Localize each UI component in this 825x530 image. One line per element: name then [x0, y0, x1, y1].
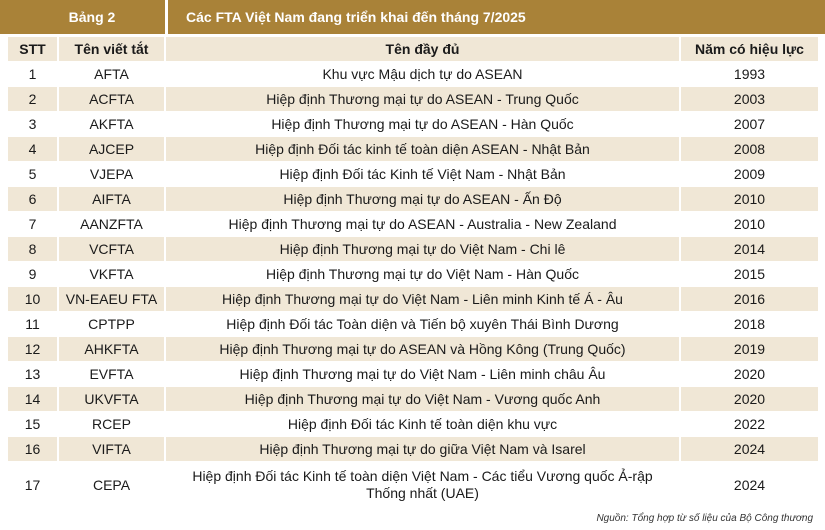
table-row — [8, 311, 818, 336]
cell-year: 2003 — [681, 86, 818, 111]
cell-short-name: UKVFTA — [59, 386, 166, 411]
cell-stt: 2 — [8, 86, 59, 111]
cell-year: 2019 — [681, 336, 818, 361]
table-title: Các FTA Việt Nam đang triển khai đến tháng 7/2025 — [186, 9, 526, 25]
cell-full-name: Hiệp định Đối tác Toàn diện và Tiến bộ xuyên Thái Bình Dương — [166, 311, 681, 336]
cell-year: 2016 — [681, 286, 818, 311]
table-row — [8, 411, 818, 436]
cell-short-name: CEPA — [59, 461, 166, 508]
cell-year: 2010 — [681, 211, 818, 236]
table-row — [8, 211, 818, 236]
cell-full-name: Hiệp định Thương mại tự do ASEAN - Hàn Quốc — [166, 111, 681, 136]
cell-year: 2008 — [681, 136, 818, 161]
cell-full-name: Hiệp định Thương mại tự do ASEAN - Trung Quốc — [166, 86, 681, 111]
cell-full-name: Khu vực Mậu dịch tự do ASEAN — [166, 61, 681, 86]
cell-stt: 7 — [8, 211, 59, 236]
table-header-row — [8, 37, 818, 61]
cell-stt: 9 — [8, 261, 59, 286]
cell-short-name: AFTA — [59, 61, 166, 86]
cell-full-name: Hiệp định Thương mại tự do ASEAN và Hồng Kông (Trung Quốc) — [166, 336, 681, 361]
cell-short-name: AKFTA — [59, 111, 166, 136]
table-label: Bảng 2 — [68, 9, 116, 25]
table-title-bar — [0, 0, 825, 35]
table-row — [8, 436, 818, 461]
table-row — [8, 61, 818, 86]
cell-full-name: Hiệp định Thương mại tự do Việt Nam - Vương quốc Anh — [166, 386, 681, 411]
cell-short-name: AANZFTA — [59, 211, 166, 236]
cell-short-name: RCEP — [59, 411, 166, 436]
table-row — [8, 286, 818, 311]
cell-year: 2024 — [681, 436, 818, 461]
table-row — [8, 111, 818, 136]
cell-year: 2018 — [681, 311, 818, 336]
cell-year: 2014 — [681, 236, 818, 261]
cell-year: 2020 — [681, 386, 818, 411]
cell-stt: 12 — [8, 336, 59, 361]
cell-stt: 4 — [8, 136, 59, 161]
table-row — [8, 336, 818, 361]
cell-full-name: Hiệp định Thương mại tự do giữa Việt Nam và Isarel — [166, 436, 681, 461]
cell-short-name: CPTPP — [59, 311, 166, 336]
cell-short-name: AJCEP — [59, 136, 166, 161]
cell-short-name: VN-EAEU FTA — [59, 286, 166, 311]
table-row — [8, 161, 818, 186]
cell-stt: 11 — [8, 311, 59, 336]
fta-table — [8, 37, 818, 508]
cell-stt: 15 — [8, 411, 59, 436]
table-row — [8, 236, 818, 261]
table-row — [8, 386, 818, 411]
cell-stt: 14 — [8, 386, 59, 411]
cell-full-name: Hiệp định Thương mại tự do Việt Nam - Liên minh Kinh tế Á - Âu — [166, 286, 681, 311]
cell-short-name: VIFTA — [59, 436, 166, 461]
source-note: Nguồn: Tổng hợp từ số liệu của Bộ Công thương — [596, 513, 813, 524]
cell-year: 2009 — [681, 161, 818, 186]
cell-stt: 5 — [8, 161, 59, 186]
cell-stt: 10 — [8, 286, 59, 311]
cell-full-name: Hiệp định Đối tác Kinh tế Việt Nam - Nhật Bản — [166, 161, 681, 186]
table-row — [8, 136, 818, 161]
cell-full-name: Hiệp định Thương mại tự do Việt Nam - Liên minh châu Âu — [166, 361, 681, 386]
cell-stt: 17 — [8, 461, 59, 508]
column-header-short-name: Tên viết tắt — [59, 37, 166, 61]
cell-year: 2007 — [681, 111, 818, 136]
table-body — [8, 61, 818, 508]
column-header-year: Năm có hiệu lực — [681, 37, 818, 61]
cell-short-name: VCFTA — [59, 236, 166, 261]
cell-year: 2022 — [681, 411, 818, 436]
cell-short-name: EVFTA — [59, 361, 166, 386]
cell-full-name: Hiệp định Thương mại tự do Việt Nam - Chi lê — [166, 236, 681, 261]
cell-stt: 16 — [8, 436, 59, 461]
cell-full-name: Hiệp định Thương mại tự do ASEAN - Australia - New Zealand — [166, 211, 681, 236]
cell-short-name: VJEPA — [59, 161, 166, 186]
column-header-full-name: Tên đầy đủ — [166, 37, 681, 61]
cell-full-name: Hiệp định Đối tác Kinh tế toàn diện Việt Nam - Các tiểu Vương quốc Ả-rập Thống nhất (UAE) — [166, 461, 681, 508]
cell-stt: 6 — [8, 186, 59, 211]
cell-full-name: Hiệp định Đối tác kinh tế toàn diện ASEAN - Nhật Bản — [166, 136, 681, 161]
table-row — [8, 461, 818, 508]
cell-short-name: AIFTA — [59, 186, 166, 211]
cell-short-name: AHKFTA — [59, 336, 166, 361]
cell-stt: 13 — [8, 361, 59, 386]
cell-short-name: VKFTA — [59, 261, 166, 286]
cell-full-name: Hiệp định Thương mại tự do ASEAN - Ấn Độ — [166, 186, 681, 211]
cell-year: 1993 — [681, 61, 818, 86]
cell-year: 2020 — [681, 361, 818, 386]
title-divider — [165, 0, 168, 34]
cell-year: 2015 — [681, 261, 818, 286]
table-row — [8, 261, 818, 286]
cell-stt: 1 — [8, 61, 59, 86]
cell-stt: 8 — [8, 236, 59, 261]
cell-short-name: ACFTA — [59, 86, 166, 111]
cell-full-name: Hiệp định Thương mại tự do Việt Nam - Hàn Quốc — [166, 261, 681, 286]
column-header-stt: STT — [8, 37, 59, 61]
table-row — [8, 186, 818, 211]
cell-year: 2024 — [681, 461, 818, 508]
cell-full-name: Hiệp định Đối tác Kinh tế toàn diện khu vực — [166, 411, 681, 436]
table-row — [8, 86, 818, 111]
cell-stt: 3 — [8, 111, 59, 136]
cell-year: 2010 — [681, 186, 818, 211]
table-row — [8, 361, 818, 386]
